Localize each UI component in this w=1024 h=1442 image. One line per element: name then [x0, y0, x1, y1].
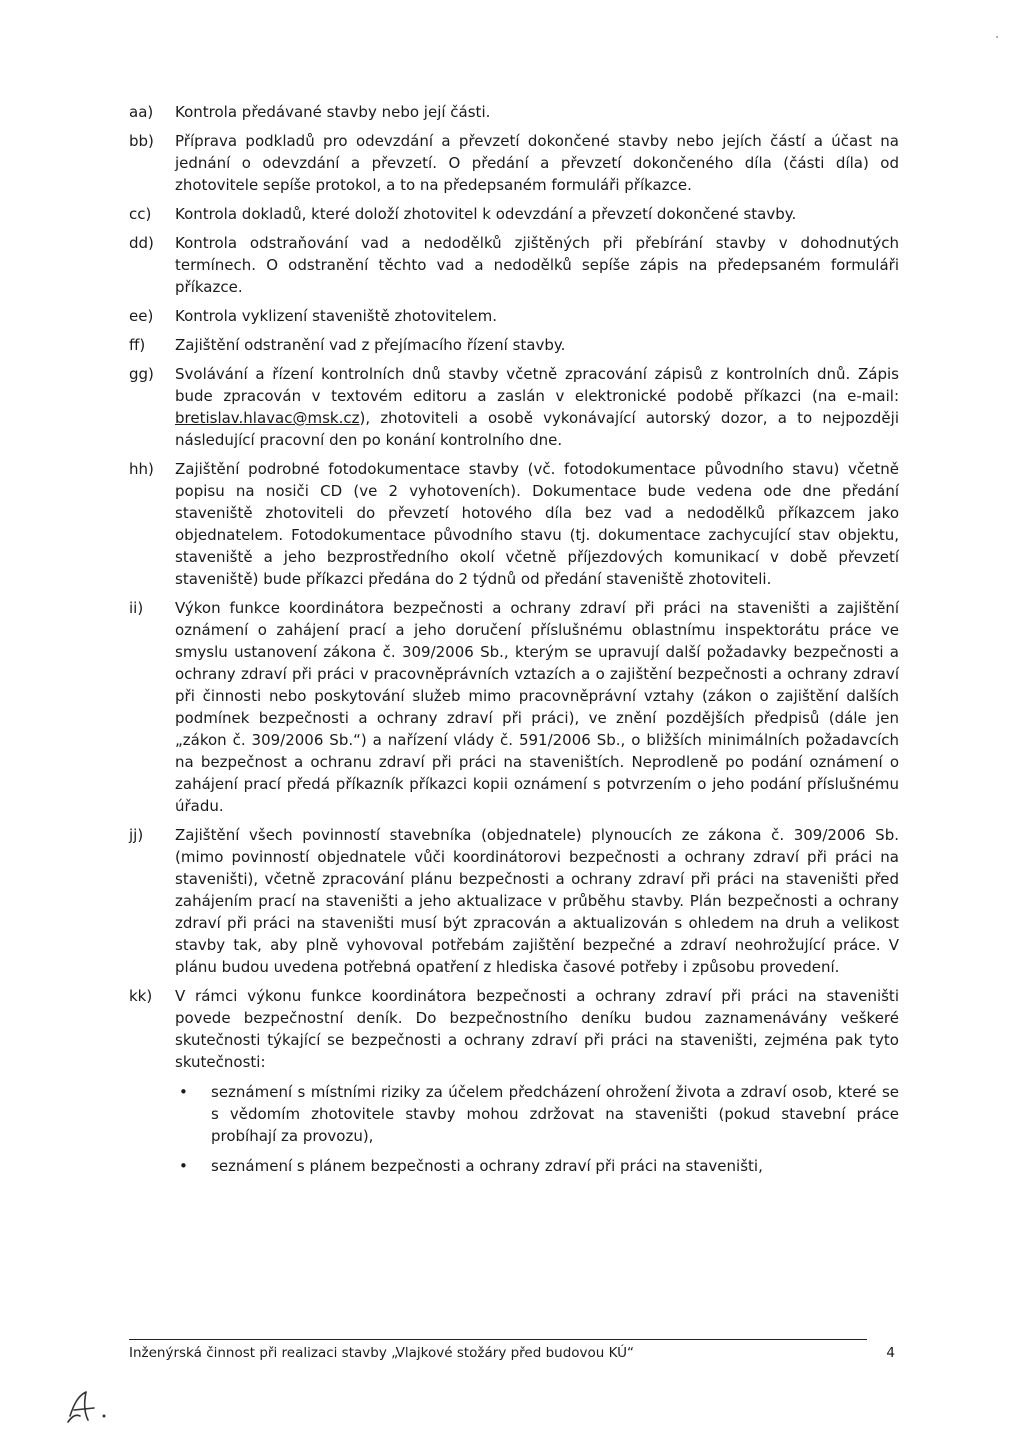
list-item-dd: [129, 232, 899, 298]
item-label: aa): [129, 103, 154, 121]
footer-divider: [129, 1339, 867, 1340]
item-text: Zajištění všech povinností stavebníka (objednatele) plynoucích ze zákona č. 309/2006 Sb. (mimo povinností objednatele vůči koordinátorovi bezpečnosti a ochrany zdraví při práci na staveništi), včetně zpracování plánu bezpečnosti a ochrany zdraví při práci na staveništi před zahájením prací na staveništi a jeho aktualizace v průběhu stavby. Plán bezpečnosti a ochrany zdraví při práci na staveništi musí být zpracován a aktualizován s ohledem na druh a velikost stavby tak, aby plně vyhovoval potřebám zajištění bezpečné a zdraví neohrožující práce. V plánu budou uvedena potřebná opatření z hlediska časové potřeby i způsobu provedení.: [175, 826, 899, 976]
item-text: Kontrola předávané stavby nebo její části.: [175, 103, 491, 121]
item-label: ee): [129, 307, 154, 325]
bullet-item: [175, 1081, 899, 1147]
item-text-end: ), zhotoviteli a osobě vykonávající autorský dozor, a to nejpozději následující pracovní den po konání kontrolního dne.: [175, 409, 899, 449]
item-label: ff): [129, 336, 146, 354]
item-text: Zajištění odstranění vad z přejímacího řízení stavby.: [175, 336, 566, 354]
list-item-hh: [129, 458, 899, 590]
bullet-list: [175, 1081, 899, 1177]
bullet-dot-icon: •: [179, 1083, 188, 1101]
item-label: ii): [129, 599, 144, 617]
list-item-jj: [129, 824, 899, 978]
item-text-start: Svolávání a řízení kontrolních dnů stavby včetně zpracování zápisů z kontrolních dnů. Zápis bude zpracován v textovém editoru a zaslán v elektronické podobě příkazci (na e-mail:: [175, 365, 899, 405]
item-label: jj): [129, 826, 144, 844]
list-item-ee: [129, 305, 899, 327]
item-label: cc): [129, 205, 152, 223]
item-text: [175, 363, 899, 451]
handwritten-initials-icon: [64, 1386, 120, 1426]
item-text: Příprava podkladů pro odevzdání a převzetí dokončené stavby nebo jejích částí a účast na jednání o odevzdání a převzetí. O předání a převzetí dokončeného díla (části díla) od zhotovitele sepíše protokol, a to na předepsaném formuláři příkazce.: [175, 132, 899, 194]
list-item-kk: [129, 985, 899, 1185]
list-item-gg: [129, 363, 899, 451]
item-text: Výkon funkce koordinátora bezpečnosti a ochrany zdraví při práci na staveništi a zajištění oznámení o zahájení prací a jeho doručení příslušnému oblastnímu inspektorátu práce ve smyslu ustanovení zákona č. 309/2006 Sb., kterým se upravují další požadavky bezpečnosti a ochrany zdraví při práci v pracovněprávních vztazích a o zajištění bezpečnosti a ochrany zdraví při činnosti nebo poskytování služeb mimo pracovněprávní vztahy (zákon o zajištění dalších podmínek bezpečnosti a ochrany zdraví při práci), ve znění pozdějších předpisů (dále jen „zákon č. 309/2006 Sb.“) a nařízení vlády č. 591/2006 Sb., o bližších minimálních požadavcích na bezpečnost a ochranu zdraví při práci na staveništích. Neprodleně po podání oznámení o zahájení prací předá příkazník příkazci kopii oznámení s potvrzením o jeho podání příslušnému úřadu.: [175, 599, 899, 815]
page-footer: [129, 1344, 899, 1362]
item-text: Kontrola odstraňování vad a nedodělků zjištěných při přebírání stavby v dohodnutých termínech. O odstranění těchto vad a nedodělků sepíše zápis na předepsaném formuláři příkazce.: [175, 234, 899, 296]
item-content: [175, 985, 899, 1185]
bullet-item: [175, 1155, 899, 1177]
document-body: [129, 101, 899, 1192]
list-item-aa: [129, 101, 899, 123]
bullet-dot-icon: •: [179, 1157, 188, 1175]
item-text: Kontrola vyklizení staveniště zhotovitelem.: [175, 307, 498, 325]
bullet-text: seznámení s plánem bezpečnosti a ochrany zdraví při práci na staveništi,: [211, 1157, 763, 1175]
scan-speck: [996, 36, 998, 38]
item-label: hh): [129, 460, 154, 478]
list-item-ff: [129, 334, 899, 356]
item-label: dd): [129, 234, 154, 252]
item-text: Kontrola dokladů, které doloží zhotovitel k odevzdání a převzetí dokončené stavby.: [175, 205, 797, 223]
page-number: 4: [886, 1345, 895, 1361]
list-item-cc: [129, 203, 899, 225]
bullet-text: seznámení s místními riziky za účelem předcházení ohrožení života a zdraví osob, které se s vědomím zhotovitele stavby mohou zdržovat na staveništi (pokud stavební práce probíhají za provozu),: [211, 1083, 899, 1145]
footer-title: Inženýrská činnost při realizaci stavby „Vlajkové stožáry před budovou KÚ“: [129, 1345, 635, 1361]
item-text: V rámci výkonu funkce koordinátora bezpečnosti a ochrany zdraví při práci na staveništi povede bezpečnostní deník. Do bezpečnostního deníku budou zaznamenávány veškeré skutečnosti týkající se bezpečnosti a ochrany zdraví při práci na staveništi, zejména pak tyto skutečnosti:: [175, 987, 899, 1071]
item-text: Zajištění podrobné fotodokumentace stavby (vč. fotodokumentace původního stavu) včetně popisu na nosiči CD (ve 2 vyhotoveních). Dokumentace bude vedena ode dne předání staveniště zhotoviteli do převzetí hotového díla bez vad a nedodělků příkazcem jako objednatelem. Fotodokumentace původního stavu (tj. dokumentace zachycující stav objektu, staveniště a jeho bezprostředního okolí včetně příjezdových komunikací v době převzetí staveniště) bude příkazci předána do 2 týdnů od předání staveniště zhotoviteli.: [175, 460, 899, 588]
list-item-bb: [129, 130, 899, 196]
item-label: bb): [129, 132, 154, 150]
item-label: gg): [129, 365, 154, 383]
item-label: kk): [129, 987, 153, 1005]
list-item-ii: [129, 597, 899, 817]
email-link[interactable]: bretislav.hlavac@msk.cz: [175, 409, 360, 427]
